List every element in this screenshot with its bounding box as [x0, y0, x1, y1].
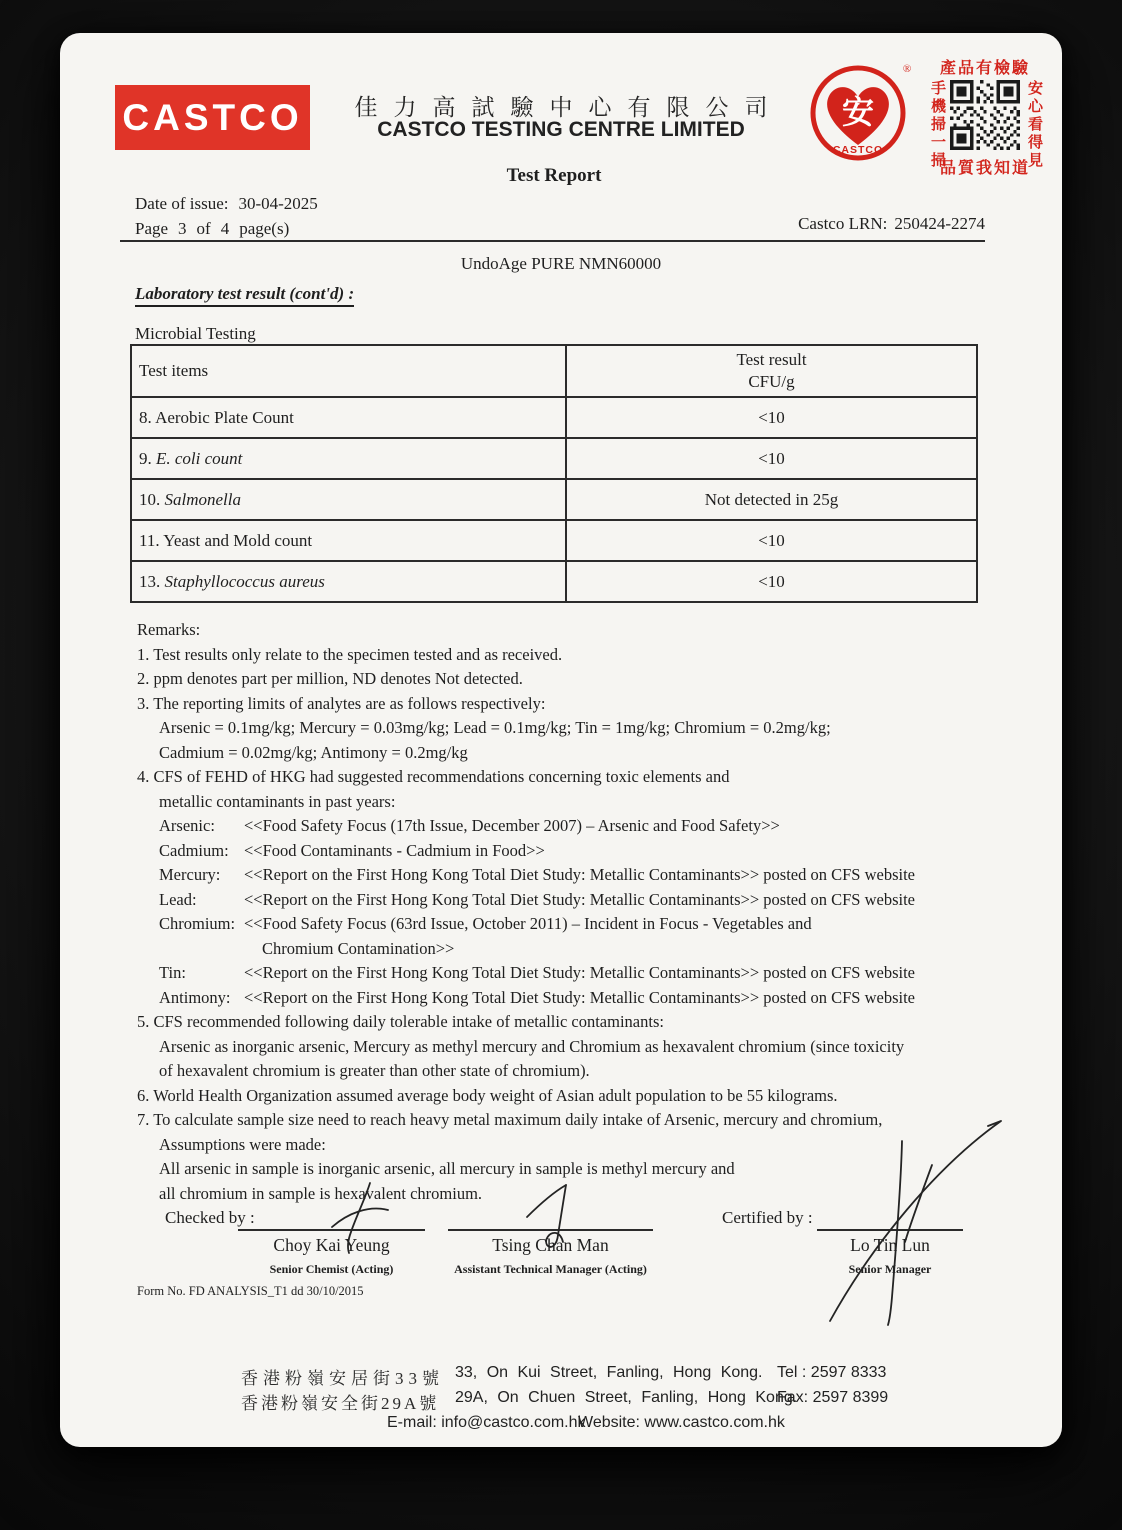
- qr-caption-bottom: 品質我知道: [939, 160, 1030, 177]
- section-heading: Laboratory test result (cont'd) :: [135, 284, 354, 307]
- remark-line: [137, 986, 1032, 1011]
- analyte-label: Antimony:: [159, 987, 231, 1007]
- item-result: <10: [566, 520, 977, 561]
- remark-line: Arsenic as inorganic arsenic, Mercury as methyl mercury and Chromium as hexavalent chromium (since toxicity: [159, 1036, 905, 1056]
- date-value: 30-04-2025: [238, 194, 318, 213]
- item-number: 10.: [139, 489, 161, 509]
- reference-text: <<Report on the First Hong Kong Total Diet Study: Metallic Contaminants>> posted on CFS website: [244, 865, 915, 884]
- remark-line: All arsenic in sample is inorganic arsenic, all mercury in sample is methyl mercury and: [159, 1159, 735, 1178]
- form-number: Form No. FD ANALYSIS_T1 dd 30/10/2015: [137, 1284, 364, 1298]
- item-number: 9.: [139, 448, 152, 468]
- seal-castco-label: CASTCO: [832, 144, 884, 156]
- table-header-row: [131, 345, 977, 397]
- remark-line: 3. The reporting limits of analytes are as follows respectively:: [137, 693, 546, 713]
- signer-title: Assistant Technical Manager (Acting): [454, 1262, 647, 1276]
- address-zh-2: 香港粉嶺安全街29A號: [241, 1394, 440, 1413]
- signer-title: Senior Manager: [848, 1262, 932, 1276]
- checked-by-label: Checked by :: [165, 1208, 255, 1227]
- remark-line: [137, 839, 1032, 864]
- signature-block-checker-1: [238, 1229, 425, 1277]
- remark-line: Chromium Contamination>>: [262, 938, 455, 958]
- reference-text: <<Report on the First Hong Kong Total Diet Study: Metallic Contaminants>> posted on CFS website: [244, 889, 915, 909]
- remark-line: of hexavalent chromium is greater than other state of chromium).: [159, 1061, 590, 1080]
- remarks-title: Remarks:: [137, 620, 201, 639]
- scanned-report-page: [60, 33, 1062, 1447]
- reference-text: <<Food Safety Focus (63rd Issue, October 2011) – Incident in Focus - Vegetables and: [244, 914, 812, 933]
- table-row: [131, 438, 977, 479]
- page-info: [135, 219, 299, 239]
- registered-trademark-icon: ®: [902, 63, 912, 75]
- remark-line: 1. Test results only relate to the specimen tested and as received.: [137, 644, 563, 664]
- reference-text: <<Food Safety Focus (17th Issue, December 2007) – Arsenic and Food Safety>>: [244, 816, 780, 835]
- reference-text: <<Report on the First Hong Kong Total Diet Study: Metallic Contaminants>> posted on CFS website: [244, 987, 915, 1007]
- remark-line: all chromium in sample is hexavalent chromium.: [159, 1183, 483, 1203]
- remark-line: 5. CFS recommended following daily tolerable intake of metallic contaminants:: [137, 1012, 664, 1031]
- remark-line: [137, 863, 1032, 888]
- page-number: 3: [178, 219, 187, 238]
- analyte-label: Tin:: [159, 963, 186, 982]
- signer-title: Senior Chemist (Acting): [269, 1262, 394, 1276]
- analyte-label: Cadmium:: [159, 840, 229, 860]
- signer-name: Tsing Chan Man: [492, 1235, 609, 1255]
- castco-lrn: [798, 214, 985, 234]
- item-number: 13.: [139, 571, 161, 591]
- remark-line: 2. ppm denotes part per million, ND denotes Not detected.: [137, 669, 523, 688]
- results-table: [130, 344, 978, 603]
- item-name: Aerobic Plate Count: [155, 407, 294, 427]
- page-word: Page: [135, 219, 169, 238]
- header-divider: [120, 240, 985, 242]
- reference-text: <<Report on the First Hong Kong Total Diet Study: Metallic Contaminants>> posted on CFS website: [244, 963, 915, 982]
- remark-line: 4. CFS of FEHD of HKG had suggested recommendations concerning toxic elements and: [137, 767, 730, 786]
- table-row: [131, 520, 977, 561]
- table-caption: Microbial Testing: [135, 324, 256, 343]
- fax-number: Fax: 2597 8399: [777, 1389, 889, 1406]
- footer-line-2: [60, 1389, 1062, 1411]
- analyte-label: Mercury:: [159, 865, 221, 884]
- item-result: <10: [566, 397, 977, 438]
- qr-block: [922, 55, 1048, 179]
- date-label: Date of issue:: [135, 194, 229, 213]
- seal-character: 安: [841, 94, 875, 130]
- signer-name: Lo Tin Lun: [850, 1235, 930, 1255]
- reference-text: <<Food Contaminants - Cadmium in Food>>: [244, 840, 545, 860]
- address-zh-1: 香港粉嶺安居街33號: [241, 1369, 444, 1388]
- sample-name: UndoAge PURE NMN60000: [460, 254, 662, 273]
- analyte-label: Lead:: [159, 889, 197, 909]
- col-header-test-result: [566, 345, 977, 397]
- of-word: of: [196, 219, 211, 238]
- table-row: [131, 479, 977, 520]
- item-name: Salmonella: [164, 489, 241, 509]
- company-name-en: CASTCO TESTING CENTRE LIMITED: [377, 118, 745, 141]
- analyte-label: Chromium:: [159, 914, 236, 933]
- item-result: <10: [566, 438, 977, 479]
- table-row: [131, 397, 977, 438]
- remark-line: 7. To calculate sample size need to reach heavy metal maximum daily intake of Arsenic, mercury and chromium,: [137, 1110, 883, 1129]
- remark-line: [137, 961, 1032, 986]
- item-name: Staphyllococcus aureus: [164, 571, 325, 591]
- table-row: [131, 561, 977, 602]
- email-address: E-mail: info@castco.com.hk: [387, 1414, 586, 1431]
- item-result: Not detected in 25g: [566, 479, 977, 520]
- remark-line: 6. World Health Organization assumed average body weight of Asian adult population to be 55 kilograms.: [137, 1085, 838, 1105]
- remark-line: Arsenic = 0.1mg/kg; Mercury = 0.03mg/kg; Lead = 0.1mg/kg; Tin = 1mg/kg; Chromium = 0.2mg/kg;: [159, 718, 831, 737]
- date-of-issue: [135, 194, 318, 214]
- address-en-1: 33, On Kui Street, Fanling, Hong Kong.: [455, 1364, 763, 1381]
- footer-line-3: [60, 1414, 1062, 1436]
- remark-line: [137, 814, 1032, 839]
- qr-caption-right: 安心看得見: [1026, 80, 1042, 170]
- company-name-zh: 佳力高試驗中心有限公司: [354, 95, 784, 120]
- report-title: Test Report: [506, 165, 602, 186]
- item-name: Yeast and Mold count: [163, 530, 313, 550]
- castco-logo-text: CASTCO: [122, 96, 303, 138]
- qr-caption-top: 產品有檢驗: [939, 60, 1030, 77]
- remarks-section: [137, 618, 1032, 1206]
- certified-by-label: Certified by :: [722, 1208, 813, 1227]
- page-total: 4: [220, 219, 230, 238]
- signature-block-certifier: [817, 1229, 963, 1277]
- cfu-unit-label: CFU/g: [748, 372, 795, 391]
- qr-caption-left: 手機掃一掃: [929, 80, 945, 170]
- footer-line-1: [60, 1364, 1062, 1386]
- lrn-label: Castco LRN:: [798, 214, 888, 233]
- remark-line: Assumptions were made:: [159, 1134, 326, 1154]
- remark-line: metallic contaminants in past years:: [159, 791, 396, 811]
- address-en-2: 29A, On Chuen Street, Fanling, Hong Kong.: [455, 1389, 798, 1406]
- item-number: 8.: [139, 407, 152, 427]
- test-result-label: Test result: [736, 349, 807, 369]
- analyte-label: Arsenic:: [159, 816, 215, 835]
- signature-choy-kai-yeung: [332, 1209, 388, 1227]
- remark-line: [137, 888, 1032, 913]
- item-result: <10: [566, 561, 977, 602]
- item-name: E. coli count: [156, 448, 243, 468]
- castco-heart-seal-icon: [808, 59, 914, 165]
- item-number: 11.: [139, 530, 160, 550]
- remark-line: Cadmium = 0.02mg/kg; Antimony = 0.2mg/kg: [159, 742, 468, 762]
- signature-block-checker-2: [448, 1229, 653, 1277]
- qr-code-icon: [950, 80, 1020, 150]
- remark-line: [137, 912, 1032, 937]
- col-header-test-items: Test items: [131, 345, 566, 397]
- lrn-value: 250424-2274: [894, 214, 985, 233]
- website-url: Website: www.castco.com.hk: [578, 1414, 785, 1431]
- signer-name: Choy Kai Yeung: [273, 1235, 390, 1255]
- pages-word: page(s): [239, 219, 290, 238]
- tel-number: Tel : 2597 8333: [777, 1364, 887, 1381]
